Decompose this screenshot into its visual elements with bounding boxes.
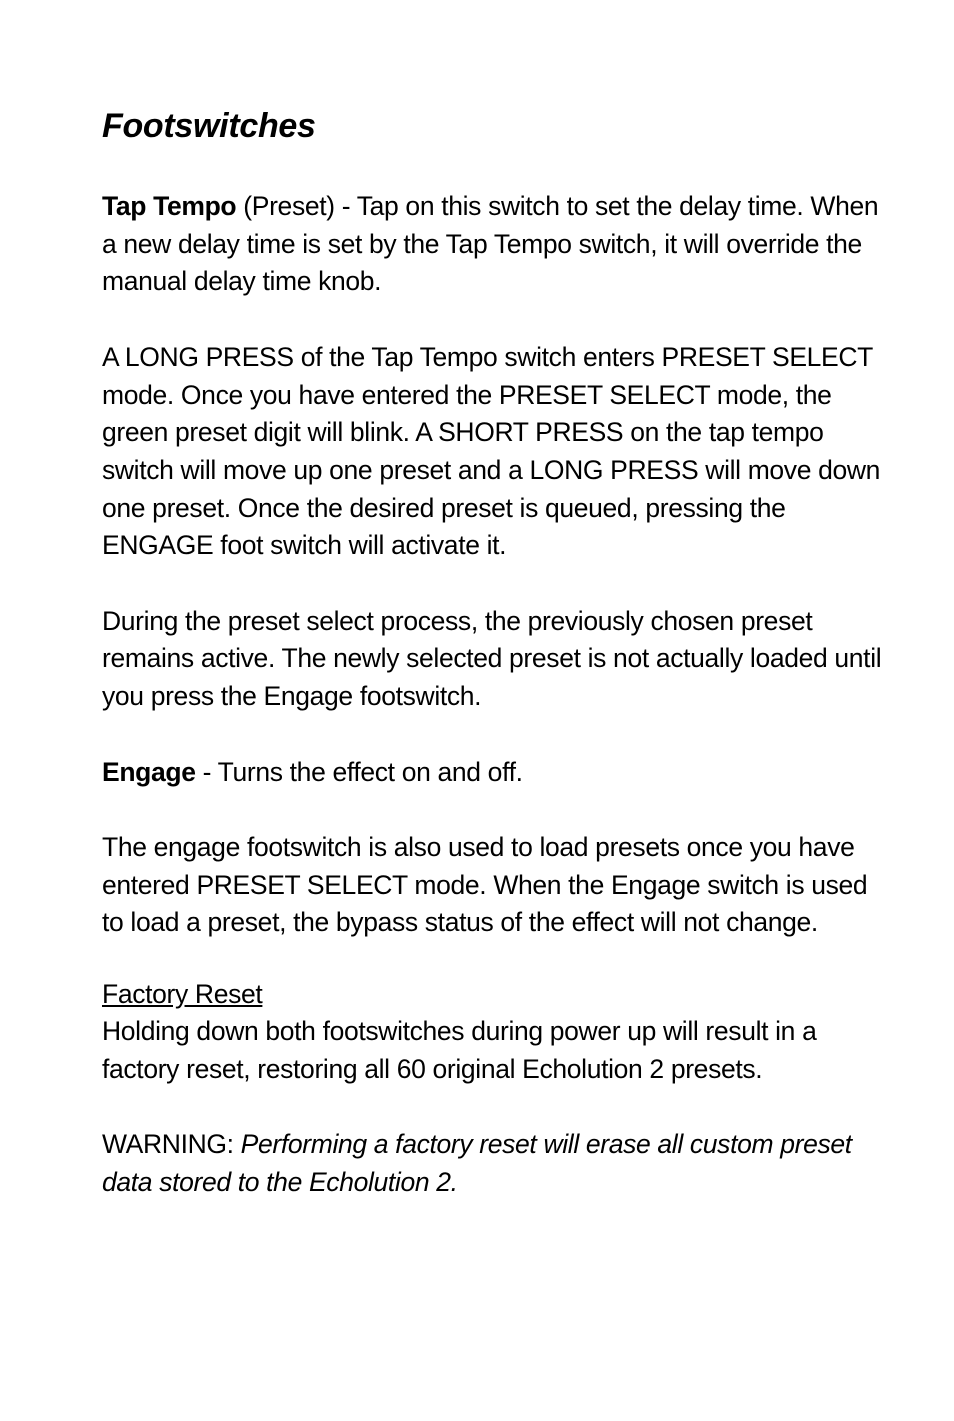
tap-tempo-description: (Preset) - Tap on this switch to set the delay time. When a new delay time is set by the Tap Tempo switch, it will override the manual delay time knob. — [102, 191, 879, 297]
preset-select-paragraph: During the preset select process, the previously chosen preset remains active. The newly selected preset is not actually loaded until you press the Engage footswitch. — [102, 605, 882, 712]
tap-tempo-paragraph — [102, 188, 892, 301]
factory-reset-body: Holding down both footswitches during power up will result in a factory reset, restoring all 60 original Echolution 2 presets. — [102, 1016, 817, 1085]
tap-tempo-term: Tap Tempo — [102, 191, 237, 221]
manual-page — [102, 104, 892, 1240]
warning-paragraph — [102, 1126, 892, 1201]
long-press-paragraph: A LONG PRESS of the Tap Tempo switch enters PRESET SELECT mode. Once you have entered the PRESET SELECT mode, the green preset digit will blink. A SHORT PRESS on the tap tempo switch will move up one preset and a LONG PRESS will move down one preset. Once the desired preset is queued, pressing the ENGAGE foot switch will activate it. — [102, 341, 881, 561]
engage-paragraph: The engage footswitch is also used to load presets once you have entered PRESET SELECT mode. When the Engage switch is used to load a preset, the bypass status of the effect will not change. — [102, 831, 868, 938]
warning-label: WARNING: — [102, 1129, 241, 1160]
engage-paragraph-heading — [102, 754, 892, 792]
engage-description: - Turns the effect on and off. — [195, 756, 523, 787]
section-heading: Footswitches — [102, 107, 316, 145]
engage-term: Engage — [102, 756, 196, 787]
factory-reset-section — [102, 976, 892, 1089]
warning-text: Performing a factory reset will erase all custom preset data stored to the Echolution 2. — [102, 1129, 852, 1198]
factory-reset-title: Factory Reset — [102, 978, 263, 1009]
